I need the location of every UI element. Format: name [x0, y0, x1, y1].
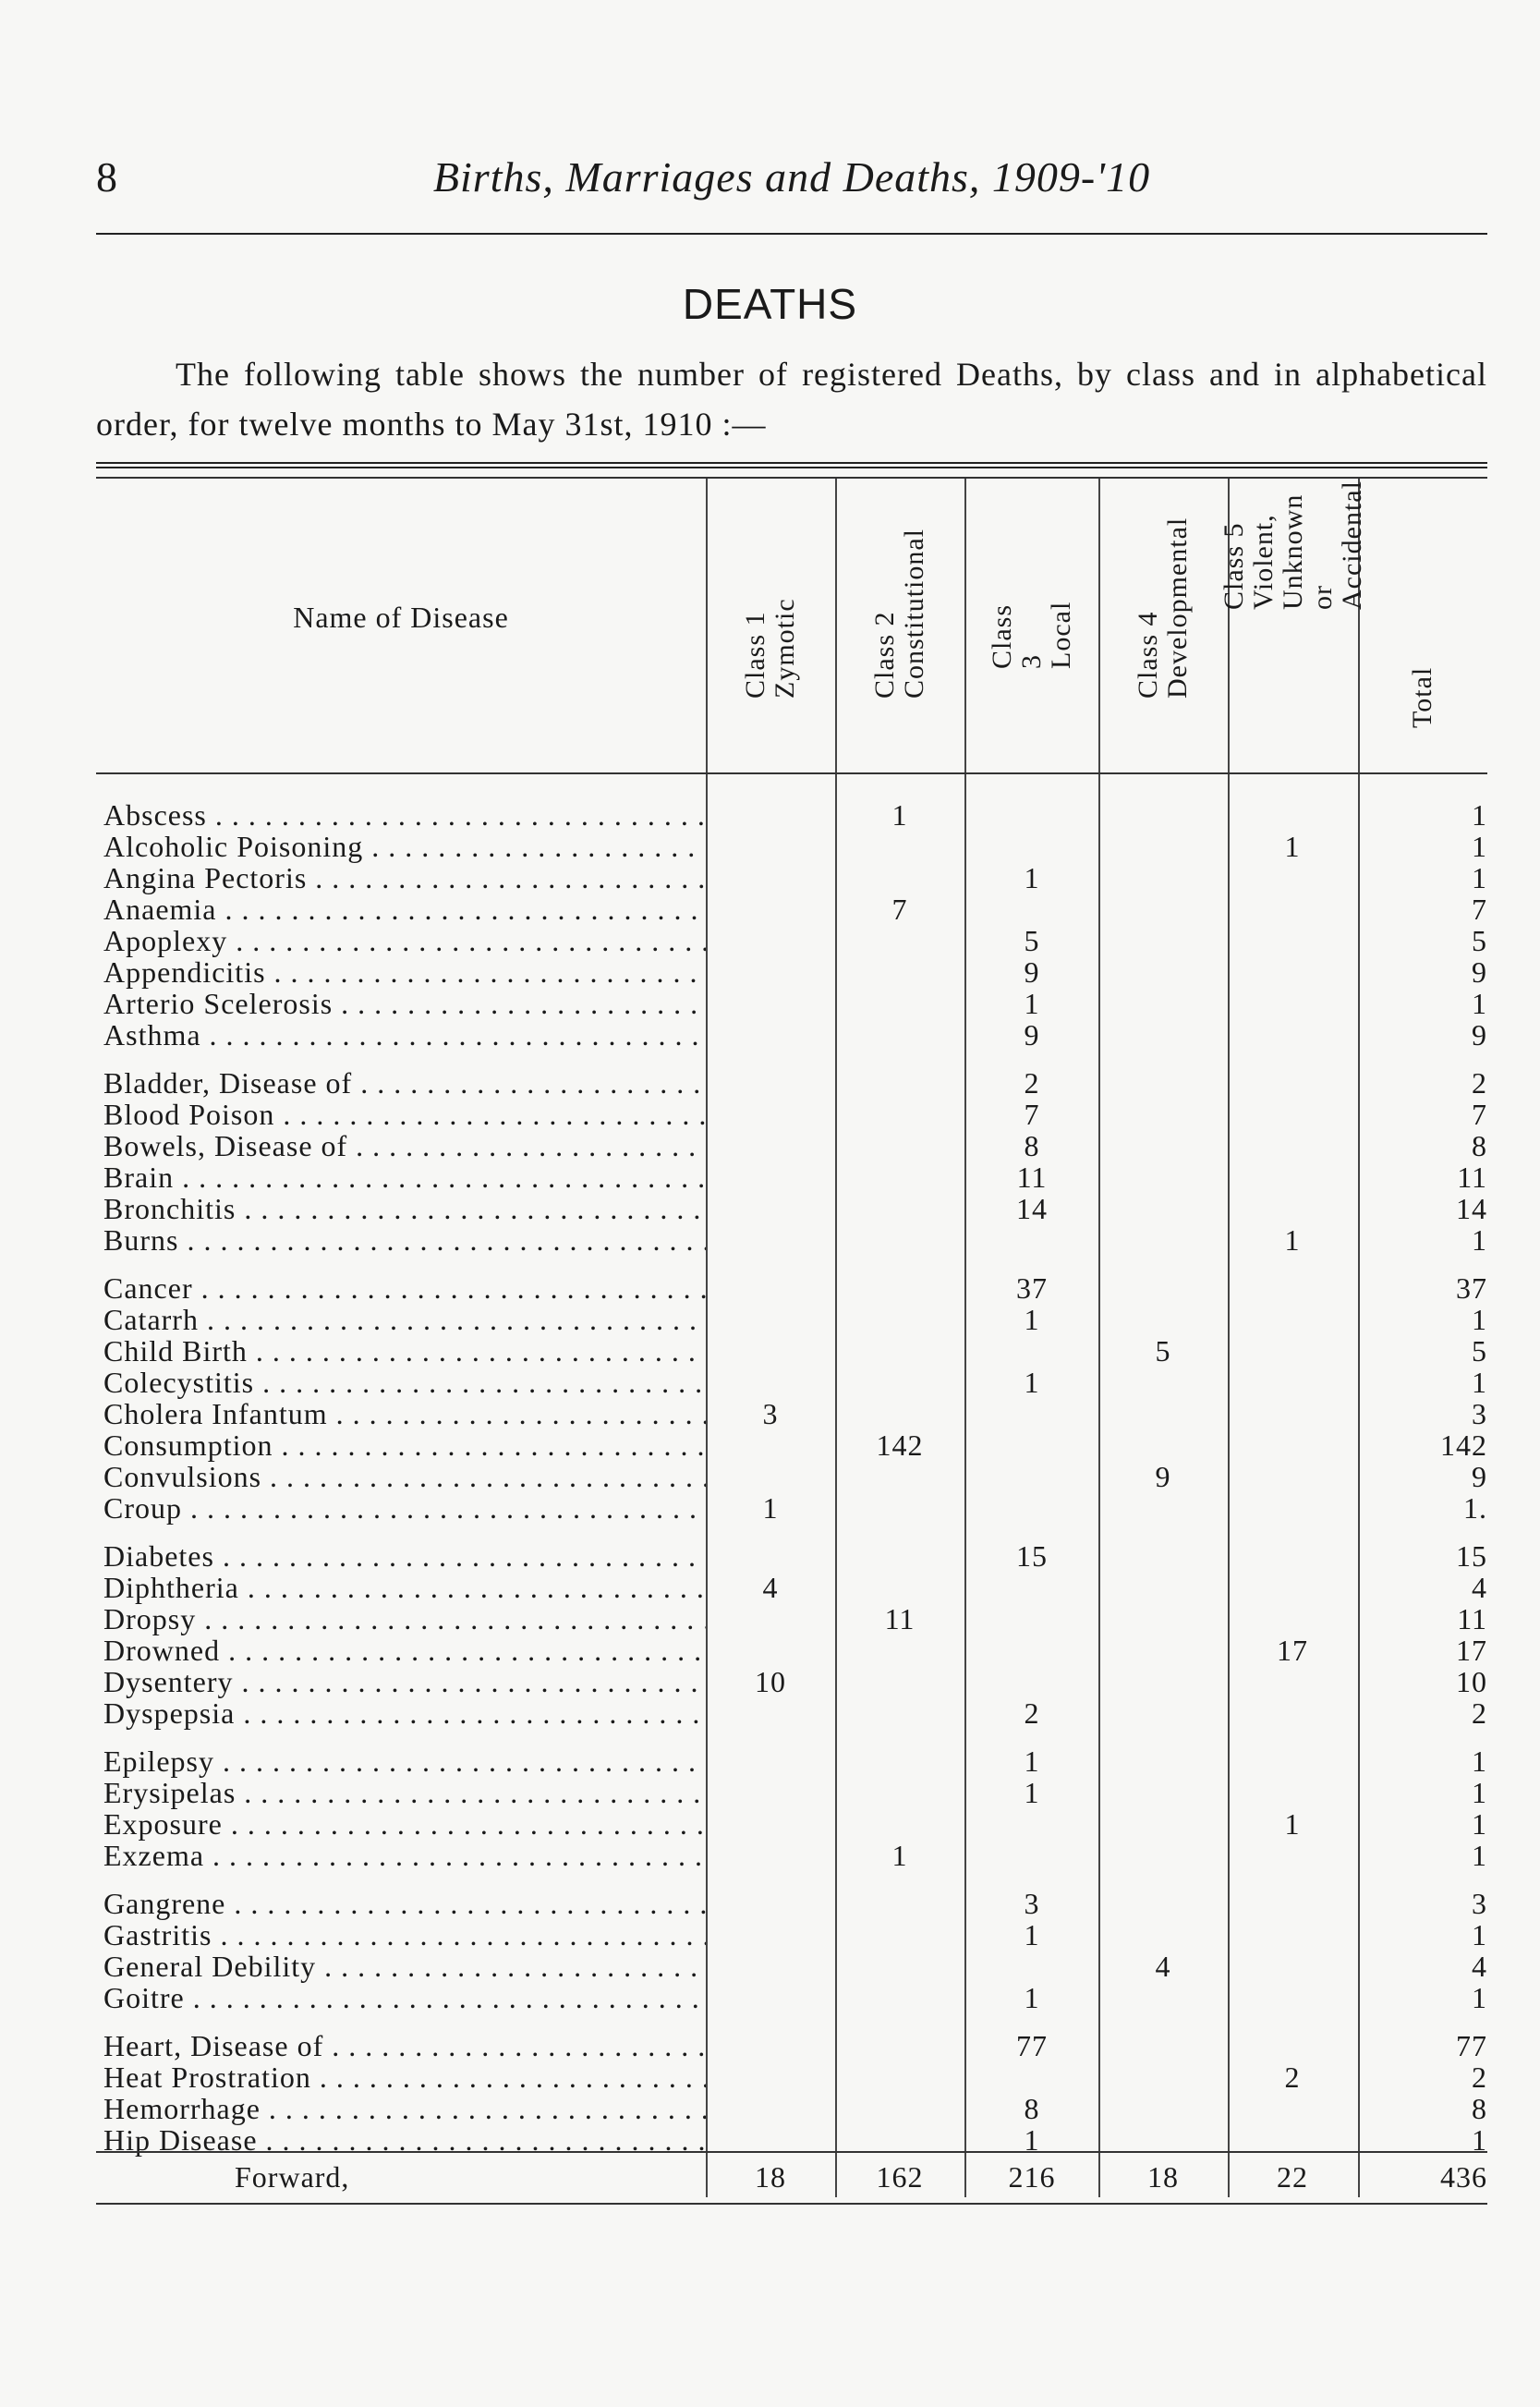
total-cell: 1: [1472, 1918, 1487, 1951]
class-cell-c3: 1: [1024, 2123, 1040, 2157]
table-row: [96, 1887, 1487, 1918]
disease-name: Bronchitis . . .: [103, 1192, 706, 1226]
disease-name: Cancer . . .: [103, 1271, 706, 1306]
forward-class5: 22: [1277, 2160, 1308, 2194]
disease-name: Croup . . .: [103, 1491, 706, 1526]
total-cell: 37: [1456, 1271, 1487, 1305]
table-row: [96, 1839, 1487, 1870]
forward-class2: 162: [876, 2160, 924, 2194]
total-cell: 7: [1472, 1098, 1487, 1131]
total-cell: 1: [1472, 1776, 1487, 1809]
total-cell: 2: [1472, 2061, 1487, 2094]
disease-name: Anaemia . . .: [103, 893, 706, 927]
table-row: [96, 1602, 1487, 1634]
total-cell: 1: [1472, 1807, 1487, 1841]
table-row: [96, 893, 1487, 924]
column-header-class4: [1098, 480, 1228, 758]
total-cell: 11: [1457, 1161, 1487, 1194]
column-header-class5: [1218, 480, 1367, 758]
table-row: [96, 830, 1487, 861]
total-cell: 8: [1472, 1129, 1487, 1162]
table-row: [96, 861, 1487, 893]
total-cell: 9: [1472, 955, 1487, 989]
class-cell-c1: 1: [762, 1491, 779, 1525]
class-cell-c3: 15: [1016, 1539, 1048, 1573]
disease-name: Child Birth . . .: [103, 1334, 706, 1368]
table-row: [96, 1807, 1487, 1839]
table-row: [96, 1981, 1487, 2012]
total-cell: 1: [1472, 1981, 1487, 2014]
forward-total: 436: [1440, 2160, 1487, 2194]
table-row: [96, 1066, 1487, 1098]
forward-class1: 18: [755, 2160, 786, 2194]
total-cell: 2: [1472, 1696, 1487, 1730]
disease-name: Burns . . .: [103, 1223, 706, 1258]
class-cell-c3: 5: [1024, 924, 1040, 957]
table-row: [96, 924, 1487, 955]
total-cell: 1: [1472, 861, 1487, 894]
table-row: [96, 2061, 1487, 2092]
intro-paragraph: The following table shows the number of registered Deaths, by class and in alphabetical order, for twelve months to May 31st, 1910 :—: [96, 356, 1487, 443]
table-row: [96, 1334, 1487, 1366]
disease-name: Dysentery . . .: [103, 1665, 706, 1699]
column-header-name: Name of Disease: [293, 601, 509, 634]
table-row: [96, 1776, 1487, 1807]
class-cell-c3: 1: [1024, 1366, 1040, 1399]
class-cell-c2: 1: [891, 1839, 908, 1872]
disease-name: Diabetes . . .: [103, 1539, 706, 1574]
class-cell-c3: 1: [1024, 1981, 1040, 2014]
total-cell: 4: [1472, 1571, 1487, 1604]
class-cell-c3: 37: [1016, 1271, 1048, 1305]
class-cell-c3: 1: [1024, 1776, 1040, 1809]
total-cell: 8: [1472, 2092, 1487, 2125]
table-row: [96, 1129, 1487, 1161]
total-cell: 1: [1472, 2123, 1487, 2157]
total-cell: 9: [1472, 1460, 1487, 1493]
forward-top-rule: [96, 2151, 1487, 2153]
disease-name: Dyspepsia . . .: [103, 1696, 706, 1731]
column-header-class1-label: Class 1 Zymotic: [740, 598, 800, 699]
disease-name: Exzema . . .: [103, 1839, 706, 1873]
class-cell-c4: 5: [1155, 1334, 1171, 1368]
disease-name: Consumption . . .: [103, 1428, 706, 1463]
running-title: Births, Marriages and Deaths, 1909-'10: [432, 153, 1151, 201]
disease-name: Catarrh . . .: [103, 1303, 706, 1337]
column-header-class3: [964, 480, 1098, 758]
total-cell: 9: [1472, 1018, 1487, 1052]
class-cell-c5: 17: [1277, 1634, 1308, 1667]
class-cell-c3: 2: [1024, 1066, 1040, 1100]
column-header-class3-label: Class 3 Local: [986, 601, 1076, 669]
table-row: [96, 1744, 1487, 1776]
class-cell-c3: 1: [1024, 987, 1040, 1020]
class-cell-c3: 8: [1024, 1129, 1040, 1162]
class-cell-c3: 1: [1024, 1918, 1040, 1951]
class-cell-c5: 2: [1284, 2061, 1301, 2094]
class-cell-c3: 1: [1024, 861, 1040, 894]
class-cell-c3: 9: [1024, 1018, 1040, 1052]
disease-name: Hip Disease . . .: [103, 2123, 706, 2158]
disease-name: Bowels, Disease of . . .: [103, 1129, 706, 1163]
table-row: [96, 1366, 1487, 1397]
forward-label: Forward,: [235, 2160, 350, 2194]
disease-name: Brain . . .: [103, 1161, 706, 1195]
forward-row: [96, 2160, 1487, 2197]
class-cell-c2: 1: [891, 798, 908, 832]
disease-name: Epilepsy . . .: [103, 1744, 706, 1779]
table-row: [96, 1223, 1487, 1255]
total-cell: 1: [1472, 1303, 1487, 1336]
disease-name: Gastritis . . .: [103, 1918, 706, 1952]
total-cell: 77: [1456, 2029, 1487, 2062]
total-cell: 5: [1472, 1334, 1487, 1368]
disease-name: General Debility . . .: [103, 1950, 706, 1984]
table-row: [96, 1665, 1487, 1696]
disease-name: Cholera Infantum . . .: [103, 1397, 706, 1431]
total-cell: 1: [1472, 830, 1487, 863]
class-cell-c1: 10: [755, 1665, 786, 1698]
disease-name: Angina Pectoris . . .: [103, 861, 706, 895]
total-cell: 3: [1472, 1397, 1487, 1430]
total-cell: 10: [1456, 1665, 1487, 1698]
total-cell: 15: [1456, 1539, 1487, 1573]
class-cell-c5: 1: [1284, 1807, 1301, 1841]
class-cell-c2: 7: [891, 893, 908, 926]
total-cell: 1.: [1463, 1491, 1487, 1525]
column-header-total: [1358, 480, 1487, 758]
page-header: [96, 152, 1487, 208]
table-row: [96, 1428, 1487, 1460]
disease-name: Bladder, Disease of . . .: [103, 1066, 706, 1100]
column-header-class5-label: Class 5 Violent, Unknown or Accidental: [1218, 480, 1367, 610]
table-row: [96, 1098, 1487, 1129]
class-cell-c3: 7: [1024, 1098, 1040, 1131]
table-row: [96, 1491, 1487, 1523]
class-cell-c3: 1: [1024, 1744, 1040, 1778]
disease-name: Dropsy . . .: [103, 1602, 706, 1636]
deaths-table: [96, 462, 1487, 2208]
table-row: [96, 1918, 1487, 1950]
class-cell-c3: 14: [1016, 1192, 1048, 1225]
disease-name: Diphtheria . . .: [103, 1571, 706, 1605]
class-cell-c3: 77: [1016, 2029, 1048, 2062]
header-rule: [96, 233, 1487, 235]
disease-name: Appendicitis . . .: [103, 955, 706, 990]
class-cell-c3: 2: [1024, 1696, 1040, 1730]
class-cell-c5: 1: [1284, 1223, 1301, 1257]
total-cell: 1: [1472, 987, 1487, 1020]
total-cell: 1: [1472, 1223, 1487, 1257]
table-row: [96, 1634, 1487, 1665]
disease-name: Drowned . . .: [103, 1634, 706, 1668]
class-cell-c4: 9: [1155, 1460, 1171, 1493]
disease-name: Convulsions . . .: [103, 1460, 706, 1494]
total-cell: 7: [1472, 893, 1487, 926]
table-top-thin-rule: [96, 477, 1487, 479]
column-header-class2-label: Class 2 Constitutional: [869, 528, 929, 699]
class-cell-c2: 142: [876, 1428, 924, 1462]
disease-name: Blood Poison . . .: [103, 1098, 706, 1132]
table-bottom-rule: [96, 2203, 1487, 2205]
total-cell: 1: [1472, 798, 1487, 832]
table-top-rule: [96, 462, 1487, 468]
disease-name: Exposure . . .: [103, 1807, 706, 1842]
class-cell-c3: 3: [1024, 1887, 1040, 1920]
disease-name: Goitre . . .: [103, 1981, 706, 2015]
total-cell: 1: [1472, 1839, 1487, 1872]
class-cell-c3: 11: [1016, 1161, 1048, 1194]
table-row: [96, 798, 1487, 830]
total-cell: 17: [1456, 1634, 1487, 1667]
column-header-class4-label: Class 4 Developmental: [1133, 517, 1193, 699]
disease-name: Abscess . . .: [103, 798, 706, 833]
table-row: [96, 2092, 1487, 2123]
forward-class4: 18: [1147, 2160, 1179, 2194]
total-cell: 1: [1472, 1366, 1487, 1399]
table-row: [96, 1460, 1487, 1491]
class-cell-c5: 1: [1284, 830, 1301, 863]
class-cell-c1: 3: [762, 1397, 779, 1430]
table-row: [96, 1192, 1487, 1223]
class-cell-c3: 1: [1024, 1303, 1040, 1336]
table-row: [96, 1539, 1487, 1571]
table-row: [96, 955, 1487, 987]
total-cell: 1: [1472, 1744, 1487, 1778]
class-cell-c1: 4: [762, 1571, 779, 1604]
table-row: [96, 1161, 1487, 1192]
table-row: [96, 1950, 1487, 1981]
table-row: [96, 1303, 1487, 1334]
class-cell-c3: 8: [1024, 2092, 1040, 2125]
section-title: DEATHS: [682, 280, 858, 328]
disease-name: Hemorrhage . . .: [103, 2092, 706, 2126]
table-row: [96, 1397, 1487, 1428]
page-number: 8: [96, 153, 117, 201]
table-row: [96, 2029, 1487, 2061]
table-row: [96, 987, 1487, 1018]
total-cell: 14: [1456, 1192, 1487, 1225]
table-row: [96, 1018, 1487, 1050]
disease-name: Apoplexy . . .: [103, 924, 706, 958]
class-cell-c2: 11: [884, 1602, 916, 1635]
class-cell-c4: 4: [1155, 1950, 1171, 1983]
column-header-total-label: Total: [1407, 666, 1437, 728]
total-cell: 5: [1472, 924, 1487, 957]
disease-name: Arterio Scelerosis . . .: [103, 987, 706, 1021]
table-row: [96, 2123, 1487, 2155]
disease-name: Erysipelas . . .: [103, 1776, 706, 1810]
table-row: [96, 1571, 1487, 1602]
table-row: [96, 1271, 1487, 1303]
total-cell: 2: [1472, 1066, 1487, 1100]
disease-name: Heat Prostration . . .: [103, 2061, 706, 2095]
total-cell: 142: [1440, 1428, 1487, 1462]
class-cell-c3: 9: [1024, 955, 1040, 989]
disease-name: Gangrene . . .: [103, 1887, 706, 1921]
disease-name: Asthma . . .: [103, 1018, 706, 1052]
column-header-class2: [835, 480, 964, 758]
column-header-class1: [706, 480, 835, 758]
disease-name: Heart, Disease of . . .: [103, 2029, 706, 2063]
header-bottom-rule: [96, 772, 1487, 774]
total-cell: 11: [1457, 1602, 1487, 1635]
disease-name: Colecystitis . . .: [103, 1366, 706, 1400]
table-row: [96, 1696, 1487, 1728]
total-cell: 4: [1472, 1950, 1487, 1983]
forward-class3: 216: [1008, 2160, 1056, 2194]
total-cell: 3: [1472, 1887, 1487, 1920]
disease-name: Alcoholic Poisoning . . .: [103, 830, 706, 864]
